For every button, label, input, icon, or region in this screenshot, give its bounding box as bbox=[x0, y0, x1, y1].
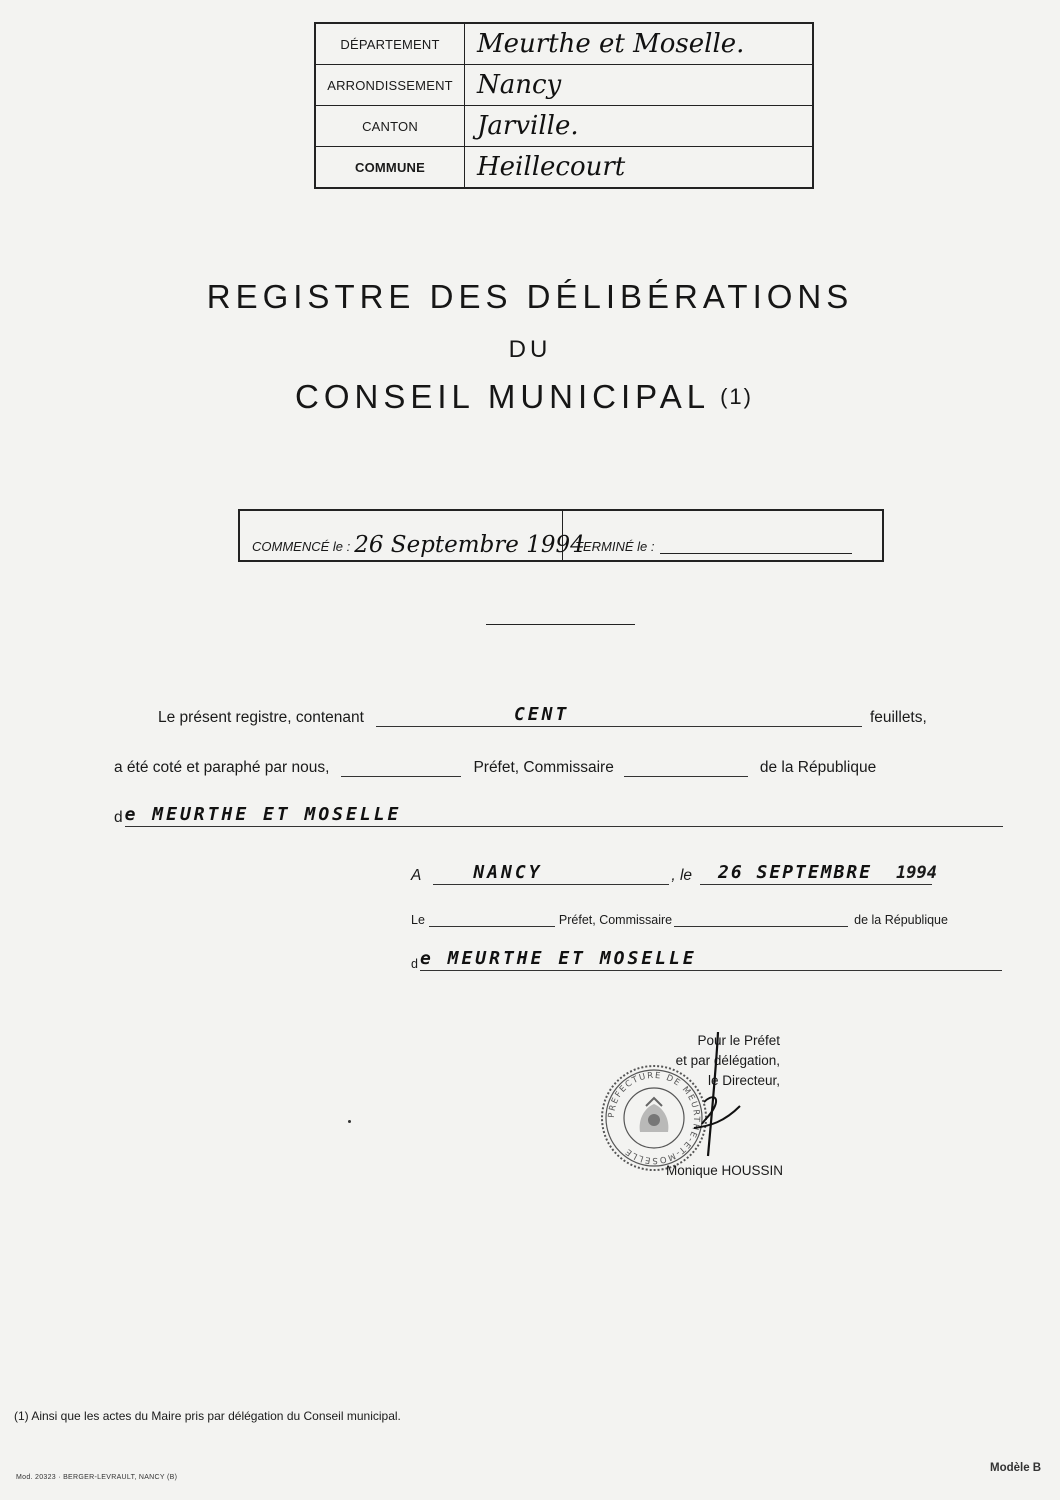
separator-rule bbox=[486, 624, 635, 625]
body-line5-mid: Préfet, Commissaire bbox=[558, 913, 673, 927]
body-line-place-date bbox=[411, 864, 973, 885]
year-value: 1994 bbox=[896, 863, 937, 883]
body-line4-le: , le bbox=[671, 867, 693, 884]
termine-cell bbox=[563, 511, 882, 560]
le-commissaire-blank bbox=[674, 912, 848, 927]
termine-blank-line bbox=[660, 552, 852, 554]
body-line6-prefix: d bbox=[411, 957, 418, 971]
feuillets-value: CENT bbox=[513, 704, 570, 725]
commence-cell bbox=[240, 511, 585, 560]
title-footnote-ref: (1) bbox=[720, 384, 753, 409]
label-canton: CANTON bbox=[316, 106, 465, 146]
body-line-departement bbox=[114, 806, 1003, 827]
footnote: (1) Ainsi que les actes du Maire pris par délégation du Conseil municipal. bbox=[14, 1409, 401, 1423]
commissaire-blank bbox=[624, 756, 748, 777]
value-commune: Heillecourt bbox=[477, 152, 626, 182]
departement-fill bbox=[125, 806, 1003, 827]
value-departement: Meurthe et Moselle. bbox=[477, 29, 745, 59]
row-departement bbox=[316, 24, 812, 65]
place-value: NANCY bbox=[473, 862, 543, 883]
row-arrondissement bbox=[316, 65, 812, 106]
signature-line3: le Directeur, bbox=[707, 1073, 780, 1088]
body-line1-suffix: feuillets, bbox=[869, 709, 927, 726]
handwritten-signature-icon bbox=[690, 1030, 750, 1160]
body-line-prefet bbox=[114, 756, 876, 777]
departement-fill-2 bbox=[420, 950, 1002, 971]
signature-line2: et par délégation, bbox=[675, 1053, 780, 1068]
body-line5-suffix: de la République bbox=[854, 913, 948, 927]
body-line-departement-2 bbox=[411, 950, 1002, 971]
departement-value: e MEURTHE ET MOSELLE bbox=[124, 804, 402, 825]
body-line2-suffix: de la République bbox=[759, 759, 877, 776]
body-line3-prefix: d bbox=[114, 809, 123, 826]
body-line-feuillets bbox=[158, 706, 927, 727]
feuillets-fill bbox=[376, 706, 862, 727]
place-fill bbox=[433, 864, 669, 885]
value-canton: Jarville. bbox=[477, 111, 579, 141]
title-du: DU bbox=[508, 336, 552, 363]
prefet-name-blank bbox=[341, 756, 461, 777]
row-canton bbox=[316, 106, 812, 147]
signatory-name: Monique HOUSSIN bbox=[666, 1163, 784, 1178]
dates-box bbox=[238, 509, 884, 562]
body-line2-prefix: a été coté et paraphé par nous, bbox=[114, 759, 330, 776]
departement-value-2: e MEURTHE ET MOSELLE bbox=[419, 948, 697, 969]
title-conseil-text: CONSEIL MUNICIPAL bbox=[295, 378, 711, 415]
label-commune: COMMUNE bbox=[316, 147, 465, 187]
termine-label: TERMINÉ le : bbox=[575, 539, 655, 554]
body-line-le-prefet bbox=[411, 912, 948, 927]
row-commune bbox=[316, 147, 812, 187]
stamp-text: PREFECTURE DE MEURTHE-ET-MOSELLE bbox=[606, 1070, 702, 1166]
modele-label: Modèle B bbox=[990, 1462, 1042, 1474]
label-departement: DÉPARTEMENT bbox=[316, 24, 465, 64]
body-line2-mid: Préfet, Commissaire bbox=[473, 759, 614, 776]
label-arrondissement: ARRONDISSEMENT bbox=[316, 65, 465, 105]
body-line4-a: A bbox=[411, 867, 422, 884]
ink-dot bbox=[348, 1120, 351, 1123]
value-arrondissement: Nancy bbox=[477, 70, 562, 100]
signature-line1: Pour le Préfet bbox=[697, 1033, 780, 1048]
le-prefet-blank bbox=[429, 912, 555, 927]
printer-reference: Mod. 20323 · BERGER-LEVRAULT, NANCY (B) bbox=[16, 1474, 178, 1481]
administrative-table bbox=[314, 22, 814, 189]
title-conseil bbox=[0, 378, 1054, 416]
body-line5-le: Le bbox=[411, 913, 425, 927]
title-registre: REGISTRE DES DÉLIBÉRATIONS bbox=[206, 278, 854, 315]
body-line1-prefix: Le présent registre, contenant bbox=[158, 709, 364, 726]
commence-date: 26 Septembre 1994 bbox=[354, 532, 585, 558]
commence-label: COMMENCÉ le : bbox=[252, 539, 351, 554]
date-value: 26 SEPTEMBRE bbox=[718, 862, 873, 883]
